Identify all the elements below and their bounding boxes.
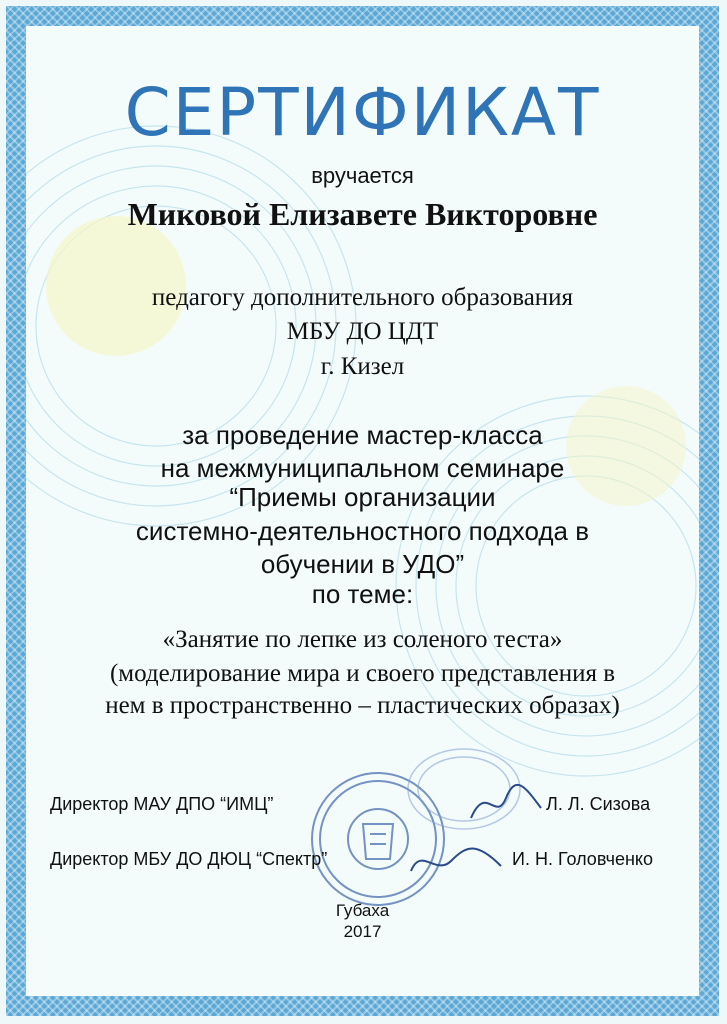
signature-name-sizova: Л. Л. Сизова	[546, 794, 651, 814]
topic-line: (моделирование мира и своего представления в	[109, 660, 616, 687]
issue-year: 2017	[343, 922, 382, 941]
certificate-title: СЕРТИФИКАТ	[124, 74, 601, 151]
reason-line: за проведение мастер-класса	[182, 420, 543, 450]
topic-line: нем в пространственно – пластических образах)	[105, 692, 620, 719]
reason-line: “Приемы организации	[229, 482, 496, 512]
reason-line: системно-деятельностного подхода в	[135, 516, 590, 546]
presented-to-label: вручается	[311, 163, 414, 188]
reason-line: по теме:	[311, 579, 414, 609]
signature-golovchenko	[406, 836, 506, 886]
position-line: МБУ ДО ЦДТ	[286, 318, 439, 345]
signature-role-imc: Директор МАУ ДПО “ИМЦ”	[50, 794, 274, 814]
reason-line: на межмуниципальном семинаре	[160, 453, 565, 483]
signature-sizova	[466, 778, 546, 828]
reason-line: обучении в УДО”	[260, 549, 465, 579]
issue-city: Губаха	[335, 901, 390, 920]
signature-name-golovchenko: И. Н. Головченко	[512, 849, 653, 869]
recipient-name: Миковой Елизавете Викторовне	[127, 196, 598, 232]
position-line: г. Кизел	[320, 353, 405, 380]
position-line: педагогу дополнительного образования	[151, 284, 574, 311]
certificate-content	[26, 26, 699, 996]
topic-line: «Занятие по лепке из соленого теста»	[162, 626, 563, 653]
signature-role-spektr: Директор МБУ ДО ДЮЦ “Спектр”	[50, 849, 328, 869]
